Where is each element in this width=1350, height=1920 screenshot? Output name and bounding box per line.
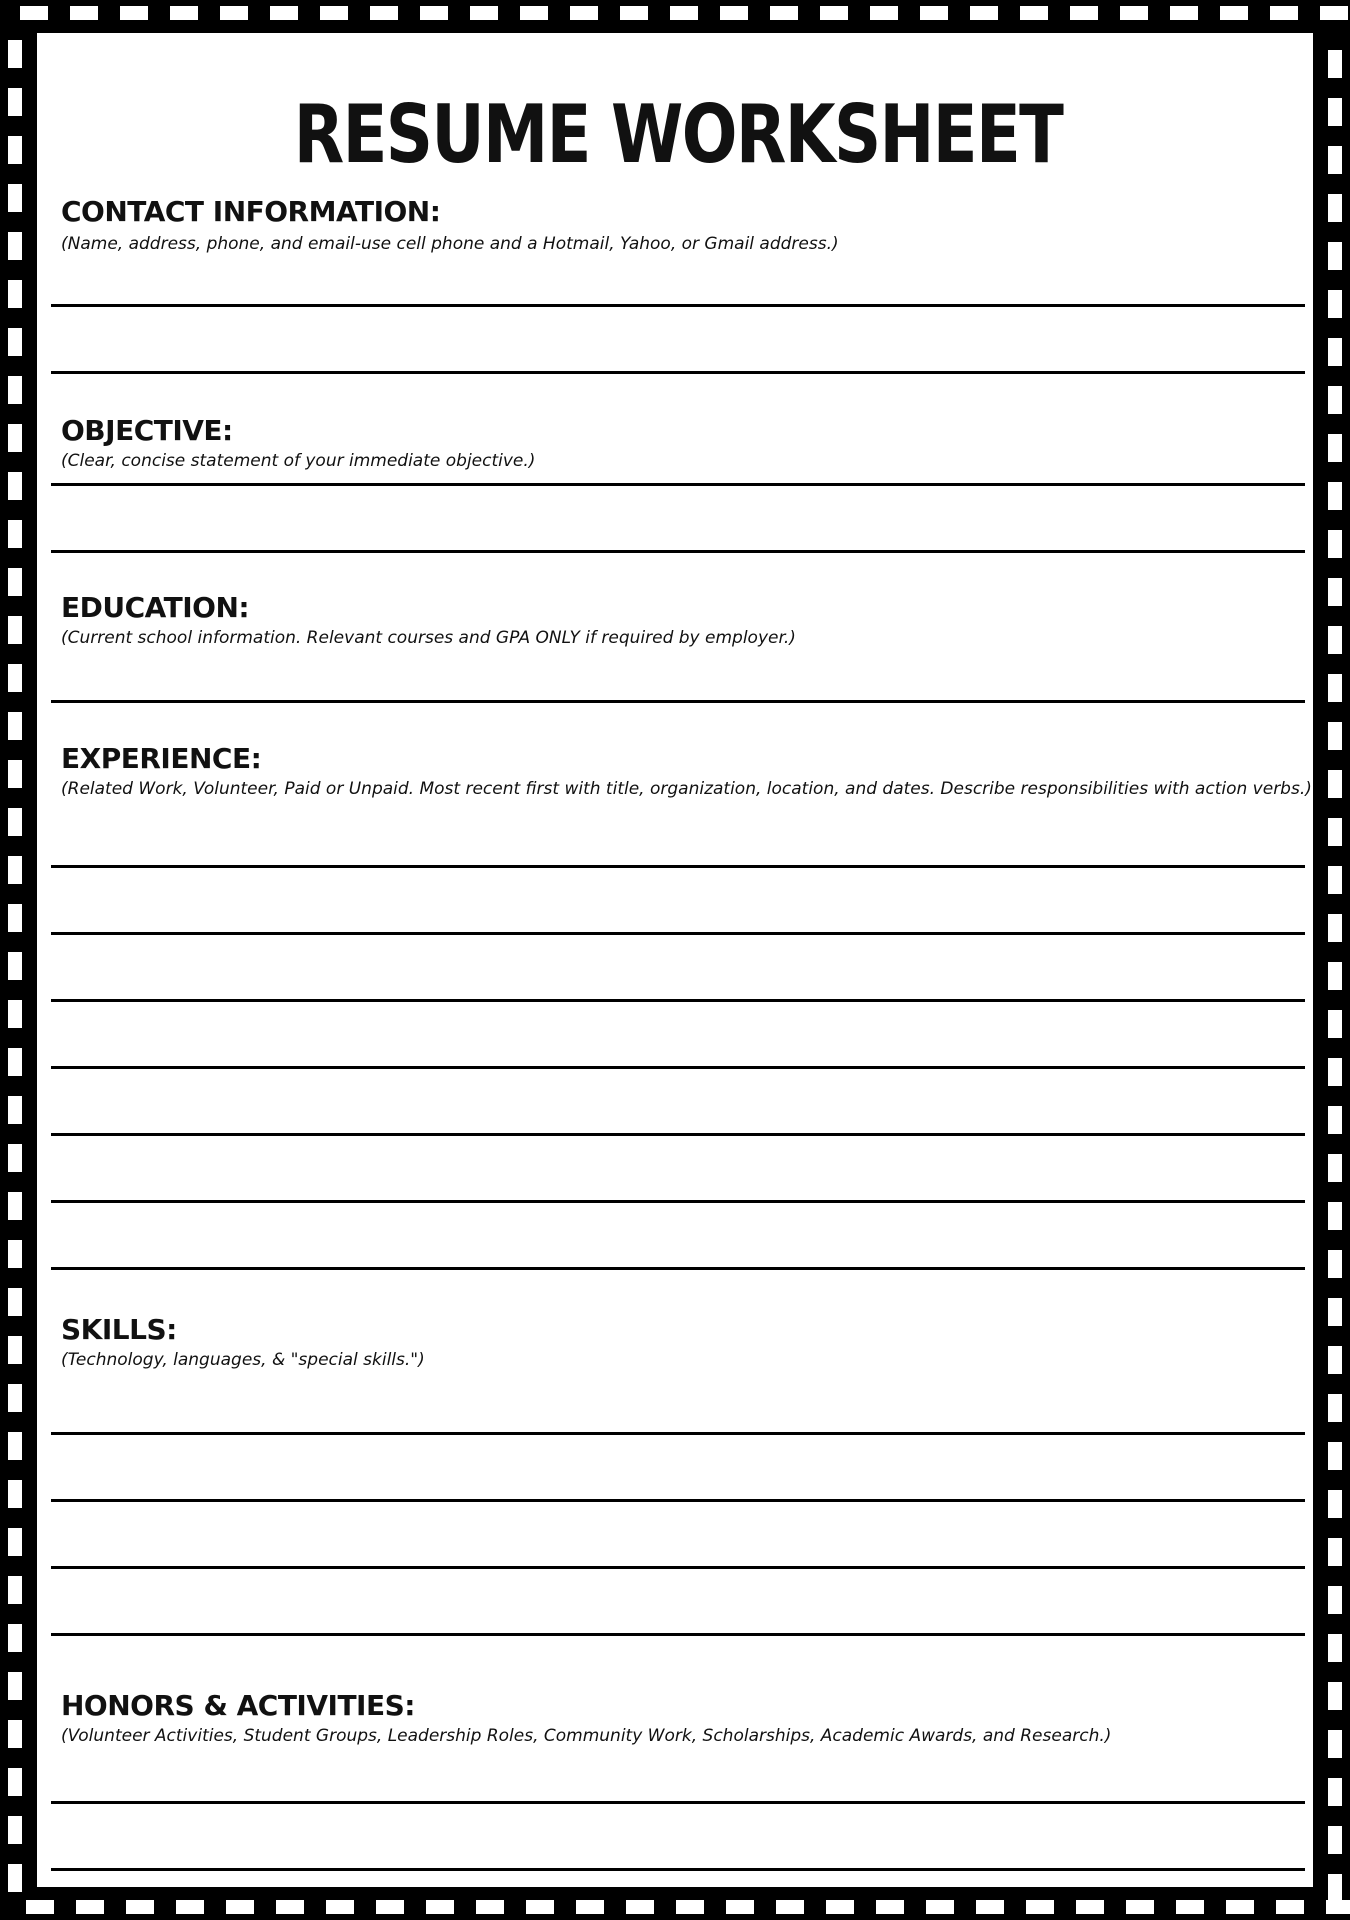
border-dash xyxy=(1328,290,1342,318)
border-dash xyxy=(8,1240,22,1268)
border-dash xyxy=(8,88,22,116)
border-dash xyxy=(126,1900,154,1914)
border-dash xyxy=(570,6,598,20)
border-dash xyxy=(8,1864,22,1892)
border-dash xyxy=(1328,1634,1342,1662)
border-dash xyxy=(1120,6,1148,20)
border-dash xyxy=(876,1900,904,1914)
border-dash xyxy=(1126,1900,1154,1914)
section-hint: (Clear, concise statement of your immediate objective.) xyxy=(61,451,536,471)
border-dash xyxy=(8,712,22,740)
border-dash xyxy=(276,1900,304,1914)
border-dash xyxy=(520,6,548,20)
border-dash xyxy=(1270,6,1298,20)
border-dash xyxy=(620,6,648,20)
border-dash xyxy=(8,1432,22,1460)
border-dash xyxy=(8,760,22,788)
border-dash xyxy=(720,6,748,20)
write-line[interactable] xyxy=(51,1066,1305,1069)
write-line[interactable] xyxy=(51,865,1305,868)
border-dash xyxy=(8,1576,22,1604)
border-dash xyxy=(420,6,448,20)
border-dash xyxy=(8,1096,22,1124)
worksheet-sheet xyxy=(34,30,1316,1890)
border-dash xyxy=(8,1048,22,1076)
border-dash xyxy=(776,1900,804,1914)
border-dash xyxy=(1328,242,1342,270)
border-dash xyxy=(8,520,22,548)
border-dash xyxy=(320,6,348,20)
border-dash xyxy=(476,1900,504,1914)
border-dash xyxy=(176,1900,204,1914)
border-dash xyxy=(220,6,248,20)
write-line[interactable] xyxy=(51,550,1305,553)
border-dash xyxy=(426,1900,454,1914)
border-dash xyxy=(576,1900,604,1914)
border-dash xyxy=(8,280,22,308)
border-dash xyxy=(1328,386,1342,414)
border-dash xyxy=(726,1900,754,1914)
border-dash xyxy=(1026,1900,1054,1914)
border-dash xyxy=(8,40,22,68)
border-dash xyxy=(826,1900,854,1914)
border-dash xyxy=(8,1624,22,1652)
write-line[interactable] xyxy=(51,700,1305,703)
write-line[interactable] xyxy=(51,1801,1305,1804)
border-dash xyxy=(1226,1900,1254,1914)
section-heading: EXPERIENCE: xyxy=(61,742,262,775)
border-dash xyxy=(1328,1250,1342,1278)
border-dash xyxy=(670,6,698,20)
border-dash xyxy=(1328,482,1342,510)
border-dash xyxy=(1328,1538,1342,1566)
border-dash xyxy=(1328,1058,1342,1086)
border-dash xyxy=(8,808,22,836)
border-dash xyxy=(1328,1154,1342,1182)
border-dash xyxy=(8,664,22,692)
border-dash xyxy=(1076,1900,1104,1914)
border-dash xyxy=(1328,1826,1342,1854)
border-dash xyxy=(326,1900,354,1914)
border-dash xyxy=(8,472,22,500)
border-dash xyxy=(1170,6,1198,20)
write-line[interactable] xyxy=(51,1566,1305,1569)
border-dash xyxy=(8,952,22,980)
border-dash xyxy=(1328,530,1342,558)
border-dash xyxy=(1328,1490,1342,1518)
border-dash xyxy=(676,1900,704,1914)
border-dash xyxy=(270,6,298,20)
border-dash xyxy=(970,6,998,20)
border-dash xyxy=(820,6,848,20)
write-line[interactable] xyxy=(51,371,1305,374)
write-line[interactable] xyxy=(51,1499,1305,1502)
border-dash xyxy=(1328,914,1342,942)
border-dash xyxy=(1328,818,1342,846)
border-dash xyxy=(376,1900,404,1914)
border-dash xyxy=(8,184,22,212)
border-dash xyxy=(170,6,198,20)
border-dash xyxy=(1328,1442,1342,1470)
border-dash xyxy=(8,136,22,164)
border-dash xyxy=(1070,6,1098,20)
border-dash xyxy=(1328,1010,1342,1038)
border-dash xyxy=(1220,6,1248,20)
write-line[interactable] xyxy=(51,1267,1305,1270)
border-dash xyxy=(1320,6,1348,20)
border-dash xyxy=(370,6,398,20)
border-dash xyxy=(8,328,22,356)
border-dash xyxy=(20,6,48,20)
border-dash xyxy=(1328,50,1342,78)
border-dash xyxy=(1328,1298,1342,1326)
border-dash xyxy=(1328,1874,1342,1902)
border-dash xyxy=(8,424,22,452)
border-dash xyxy=(8,568,22,596)
border-dash xyxy=(470,6,498,20)
border-dash xyxy=(976,1900,1004,1914)
border-dash xyxy=(8,1000,22,1028)
border-dash xyxy=(226,1900,254,1914)
write-line[interactable] xyxy=(51,999,1305,1002)
border-dash xyxy=(526,1900,554,1914)
border-dash xyxy=(1328,1106,1342,1134)
border-dash xyxy=(8,1768,22,1796)
border-dash xyxy=(1328,578,1342,606)
border-dash xyxy=(120,6,148,20)
border-dash xyxy=(626,1900,654,1914)
write-line[interactable] xyxy=(51,1200,1305,1203)
border-dash xyxy=(8,1480,22,1508)
section-hint: (Related Work, Volunteer, Paid or Unpaid. Most recent first with title, organization, location, and dates. Describe responsibilities with action verbs.) xyxy=(61,779,1312,799)
border-dash xyxy=(8,1288,22,1316)
page-title: RESUME WORKSHEET xyxy=(293,88,1063,181)
section-hint: (Current school information. Relevant courses and GPA ONLY if required by employer.) xyxy=(61,628,796,648)
write-line[interactable] xyxy=(51,1432,1305,1435)
border-dash xyxy=(1328,1682,1342,1710)
border-dash xyxy=(8,1672,22,1700)
section-hint: (Volunteer Activities, Student Groups, Leadership Roles, Community Work, Scholarships, Academic Awards, and Research.) xyxy=(61,1726,1112,1746)
border-dash xyxy=(1328,1346,1342,1374)
border-dash xyxy=(1328,1202,1342,1230)
border-dash xyxy=(1328,194,1342,222)
border-dash xyxy=(8,1528,22,1556)
border-dash xyxy=(1176,1900,1204,1914)
border-dash xyxy=(1328,434,1342,462)
write-line[interactable] xyxy=(51,1633,1305,1636)
border-dash xyxy=(26,1900,54,1914)
border-dash xyxy=(1328,962,1342,990)
border-dash xyxy=(1328,770,1342,798)
border-dash xyxy=(1328,866,1342,894)
write-line[interactable] xyxy=(51,1868,1305,1871)
border-dash xyxy=(1020,6,1048,20)
write-line[interactable] xyxy=(51,932,1305,935)
section-heading: OBJECTIVE: xyxy=(61,414,233,447)
border-dash xyxy=(870,6,898,20)
section-heading: CONTACT INFORMATION: xyxy=(61,195,441,228)
border-dash xyxy=(1328,674,1342,702)
section-hint: (Name, address, phone, and email-use cell phone and a Hotmail, Yahoo, or Gmail address.) xyxy=(61,234,839,254)
section-heading: HONORS & ACTIVITIES: xyxy=(61,1689,415,1722)
section-hint: (Technology, languages, & "special skills.") xyxy=(61,1350,425,1370)
border-dash xyxy=(1326,1900,1350,1914)
border-dash xyxy=(8,1192,22,1220)
border-dash xyxy=(926,1900,954,1914)
border-dash xyxy=(8,1720,22,1748)
section-heading: SKILLS: xyxy=(61,1313,177,1346)
border-dash xyxy=(8,1816,22,1844)
border-dash xyxy=(8,1384,22,1412)
border-dash xyxy=(8,232,22,260)
write-line[interactable] xyxy=(51,1133,1305,1136)
write-line[interactable] xyxy=(51,483,1305,486)
border-dash xyxy=(8,1336,22,1364)
border-dash xyxy=(8,1144,22,1172)
border-dash xyxy=(8,376,22,404)
border-dash xyxy=(1328,722,1342,750)
border-dash xyxy=(770,6,798,20)
section-heading: EDUCATION: xyxy=(61,591,250,624)
border-dash xyxy=(1328,1778,1342,1806)
border-dash xyxy=(8,904,22,932)
border-dash xyxy=(1328,146,1342,174)
border-dash xyxy=(1328,626,1342,654)
border-dash xyxy=(1328,1394,1342,1422)
border-dash xyxy=(76,1900,104,1914)
border-dash xyxy=(8,856,22,884)
border-dash xyxy=(1328,1730,1342,1758)
border-dash xyxy=(1276,1900,1304,1914)
border-dash xyxy=(920,6,948,20)
border-dash xyxy=(1328,338,1342,366)
border-dash xyxy=(8,616,22,644)
write-line[interactable] xyxy=(51,304,1305,307)
border-dash xyxy=(1328,1586,1342,1614)
border-dash xyxy=(70,6,98,20)
border-dash xyxy=(1328,98,1342,126)
